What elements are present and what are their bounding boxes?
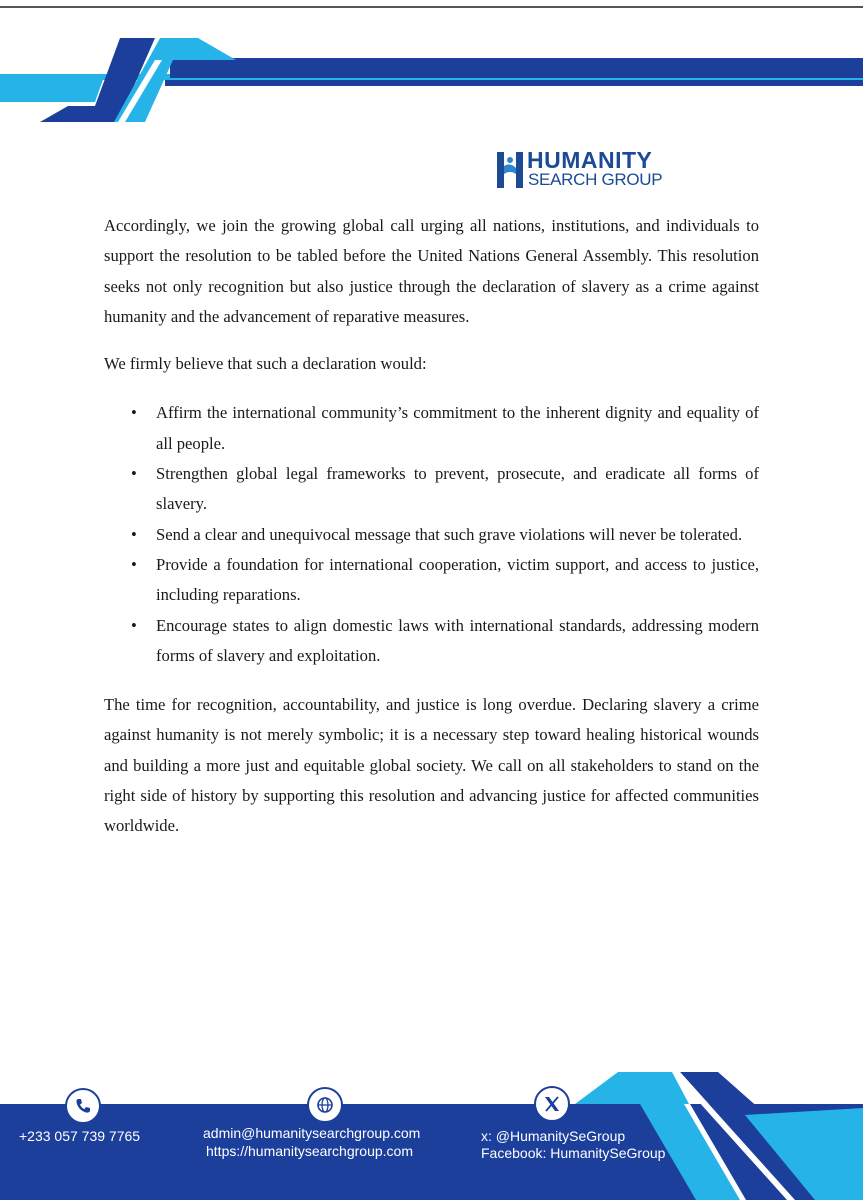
list-item [104,459,759,520]
list-item [104,611,759,672]
letter-body [104,211,759,842]
footer-email: admin@humanitysearchgroup.com [203,1125,421,1141]
bullet-text: Affirm the international community’s commitment to the inherent dignity and equality of all people. [156,403,759,453]
intro-paragraph: Accordingly, we join the growing global call urging all nations, institutions, and individuals to support the resolution to be tabled before the United Nations General Assembly. This resolution seeks not only recognition but also justice through the declaration of slavery as a crime against humanity and the advancement of reparative measures. [104,216,759,326]
closing-paragraph: The time for recognition, accountability, and justice is long overdue. Declaring slavery a crime against humanity is not merely symbolic; it is a necessary step toward healing historical wounds and building a more just and equitable global society. We call on all stakeholders to stand on the right side of history by supporting this resolution and advancing justice for affected communities worldwide. [104,695,759,836]
bullet-dot-icon: • [131,554,137,574]
bullet-text: Send a clear and unequivocal message that such grave violations will never be tolerated. [156,524,743,544]
bullet-text: Encourage states to align domestic laws with international standards, addressing modern forms of slavery and exploitation. [156,615,759,665]
bullet-dot-icon: • [131,464,137,484]
footer-website: https://humanitysearchgroup.com [206,1143,413,1159]
phone-icon [65,1088,101,1124]
header-navy-thin-band [165,80,863,86]
globe-icon [307,1087,343,1123]
footer-x-handle: x: @HumanitySeGroup [481,1128,626,1144]
footer-facebook: Facebook: HumanitySeGroup [481,1145,666,1161]
list-item [104,398,759,459]
logo-text-line2: SEARCH GROUP [528,170,663,189]
logo-text-line1: HUMANITY [527,147,653,173]
bullet-dot-icon: • [131,524,137,544]
x-logo-icon [534,1086,570,1122]
header-ribbon-decoration [0,30,863,130]
hands-logo-icon [497,152,525,188]
bullet-dot-icon: • [131,615,137,635]
top-border-line [0,6,863,8]
header-cyan-band-left [0,74,105,102]
header-navy-band [170,58,863,78]
bullet-dot-icon: • [131,403,137,423]
list-item [104,520,759,550]
declaration-bullet-list [104,398,759,671]
bullet-text: Strengthen global legal frameworks to prevent, prosecute, and eradicate all forms of slavery. [156,464,759,514]
bullet-text: Provide a foundation for international cooperation, victim support, and access to justice, including reparations. [156,554,759,605]
footer-phone: +233 057 739 7765 [19,1128,141,1144]
lead-in-sentence: We firmly believe that such a declaration would: [104,354,427,374]
organization-logo [497,147,677,192]
list-item [104,550,759,611]
